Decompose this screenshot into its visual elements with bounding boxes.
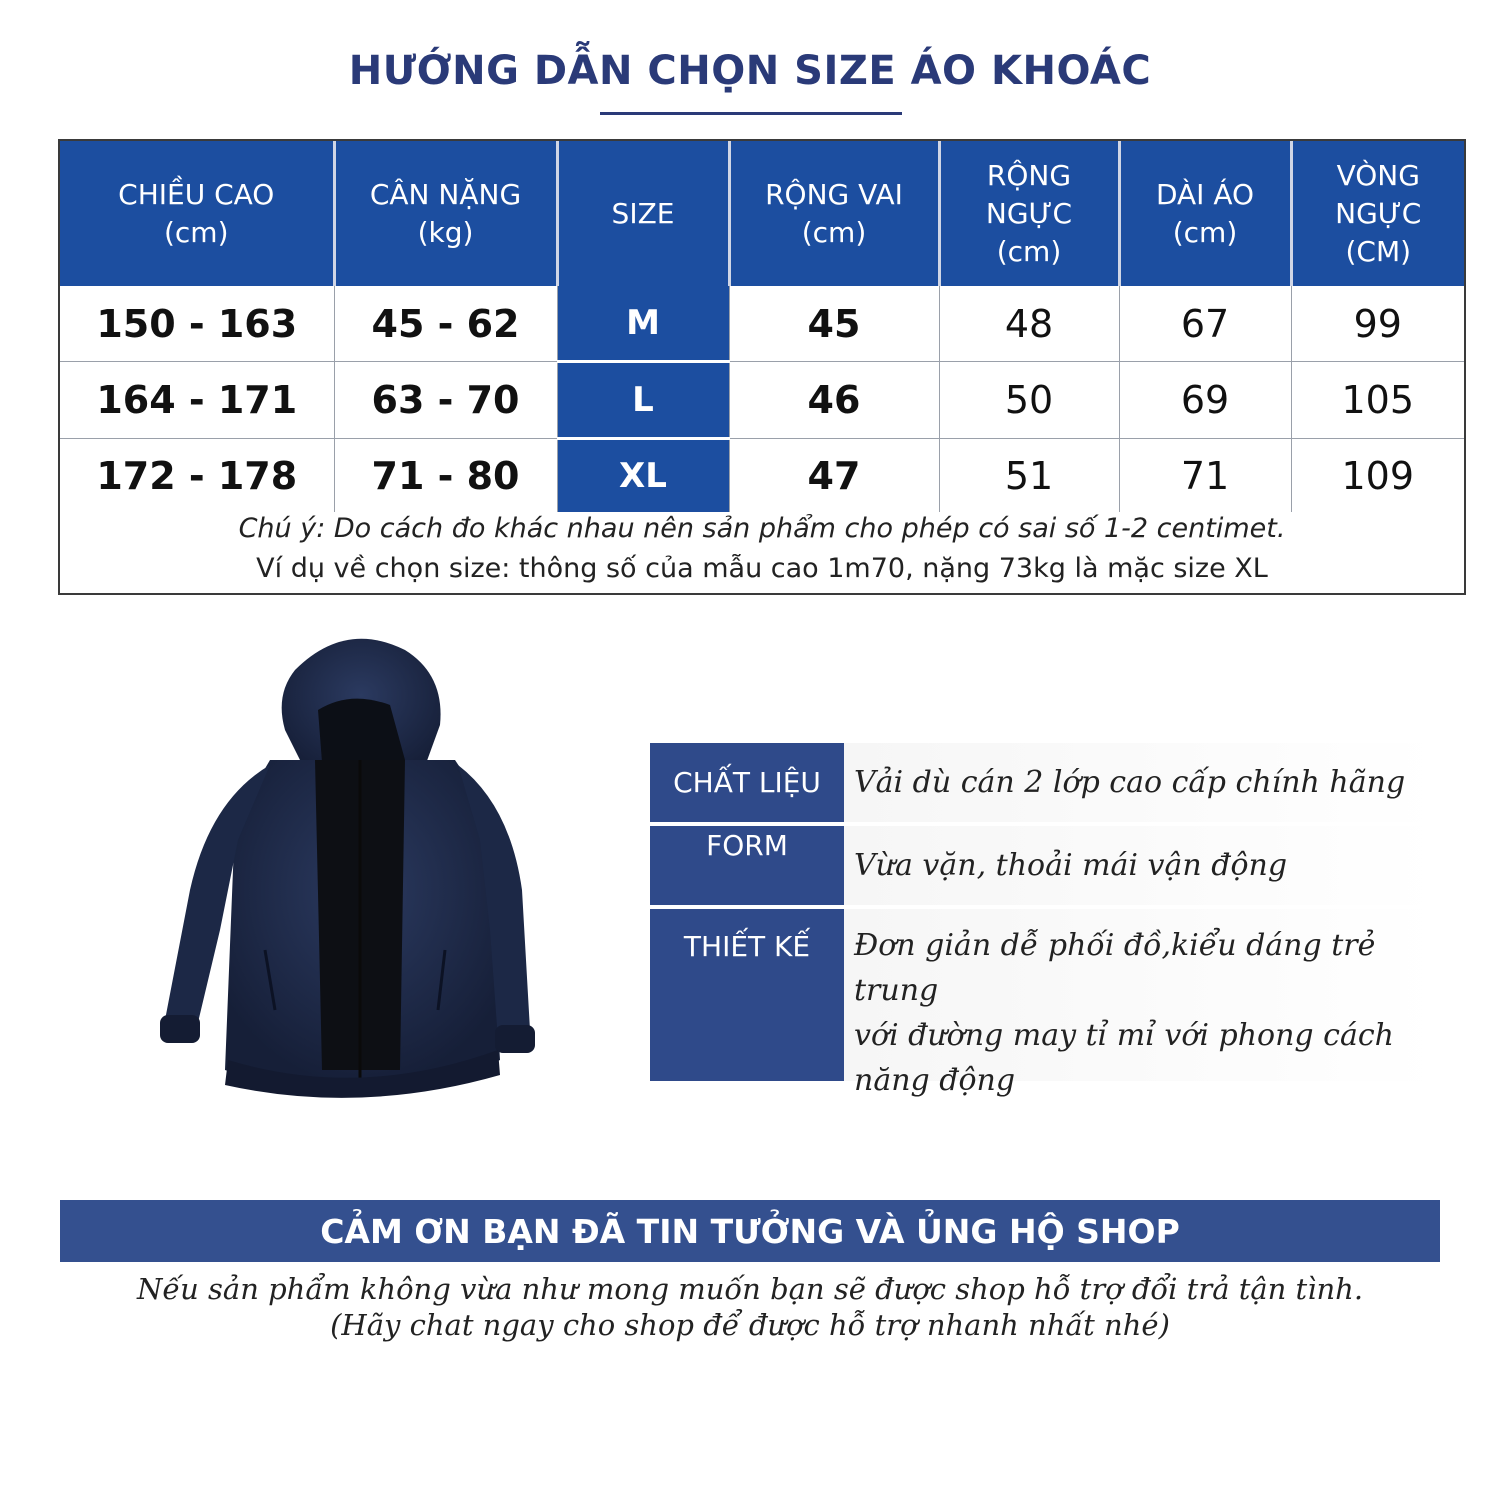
table-cell: 51	[939, 439, 1119, 513]
page-title: HƯỚNG DẪN CHỌN SIZE ÁO KHOÁC	[348, 48, 1152, 94]
column-header-line: DÀI ÁO	[1155, 177, 1255, 211]
table-cell: 99	[1291, 286, 1464, 362]
size-table	[60, 141, 1464, 512]
table-cell: 46	[729, 362, 939, 439]
column-header-line: SIZE	[611, 196, 675, 230]
table-header-row	[60, 141, 1464, 286]
column-header-line: (CM)	[1345, 234, 1412, 268]
column-header-line: (cm)	[1172, 215, 1238, 249]
spec-value: Vừa vặn, thoải mái vận động	[844, 826, 1440, 905]
table-cell: 71	[1119, 439, 1291, 513]
column-header-line: NGỰC	[1335, 196, 1422, 230]
size-cell: M	[557, 286, 729, 362]
column-header	[557, 141, 729, 286]
table-cell: 45	[729, 286, 939, 362]
size-cell: L	[557, 362, 729, 439]
column-header-line: (cm)	[801, 215, 867, 249]
spec-row-material	[650, 743, 1440, 822]
title-underline	[600, 112, 902, 115]
table-cell: 109	[1291, 439, 1464, 513]
column-header-line: (cm)	[996, 234, 1062, 268]
table-cell: 105	[1291, 362, 1464, 439]
column-header	[334, 141, 557, 286]
chat-prompt-text: (Hãy chat ngay cho shop để được hỗ trợ nhanh nhất nhé)	[330, 1308, 1170, 1342]
table-row	[60, 439, 1464, 513]
table-cell: 50	[939, 362, 1119, 439]
column-header-line: RỘNG	[986, 158, 1072, 192]
thank-you-banner: CẢM ƠN BẠN ĐÃ TIN TƯỞNG VÀ ỦNG HỘ SHOP	[60, 1200, 1440, 1262]
table-cell: 63 - 70	[334, 362, 557, 439]
table-cell: 48	[939, 286, 1119, 362]
column-header	[1119, 141, 1291, 286]
measurement-note: Chú ý: Do cách đo khác nhau nên sản phẩm cho phép có sai số 1-2 centimet.	[238, 513, 1286, 544]
table-cell: 67	[1119, 286, 1291, 362]
size-cell: XL	[557, 439, 729, 513]
column-header	[60, 141, 334, 286]
table-row	[60, 286, 1464, 362]
column-header-line: CÂN NẶNG	[369, 177, 522, 211]
table-cell: 164 - 171	[60, 362, 334, 439]
size-chart	[58, 139, 1466, 595]
product-image	[60, 630, 620, 1150]
spec-row-design	[650, 909, 1440, 1098]
column-header-line: (cm)	[163, 215, 229, 249]
column-header	[939, 141, 1119, 286]
column-header-line: NGỰC	[985, 196, 1073, 230]
column-header	[1291, 141, 1464, 286]
column-header-line: CHIỀU CAO	[118, 177, 275, 211]
table-cell: 45 - 62	[334, 286, 557, 362]
return-policy-text: Nếu sản phẩm không vừa như mong muốn bạn sẽ được shop hỗ trợ đổi trả tận tình.	[136, 1272, 1364, 1306]
spec-row-form	[650, 826, 1440, 905]
size-example: Ví dụ về chọn size: thông số của mẫu cao 1m70, nặng 73kg là mặc size XL	[256, 553, 1268, 584]
column-header-line: RỘNG VAI	[765, 177, 903, 211]
column-header-line: VÒNG	[1336, 158, 1420, 192]
hooded-jacket-icon	[60, 630, 620, 1150]
spec-label: CHẤT LIỆU	[650, 743, 844, 822]
table-row	[60, 362, 1464, 439]
column-header	[729, 141, 939, 286]
spec-value: Đơn giản dễ phối đồ,kiểu dáng trẻ trung với đường may tỉ mỉ với phong cách năng động	[844, 909, 1440, 1081]
table-cell: 150 - 163	[60, 286, 334, 362]
table-cell: 71 - 80	[334, 439, 557, 513]
product-specs	[650, 743, 1440, 1098]
table-cell: 172 - 178	[60, 439, 334, 513]
column-header-line: (kg)	[417, 215, 474, 249]
spec-value: Vải dù cán 2 lớp cao cấp chính hãng	[844, 743, 1440, 822]
table-cell: 69	[1119, 362, 1291, 439]
spec-label: FORM	[650, 826, 844, 905]
spec-label: THIẾT KẾ	[650, 909, 844, 1081]
table-cell: 47	[729, 439, 939, 513]
